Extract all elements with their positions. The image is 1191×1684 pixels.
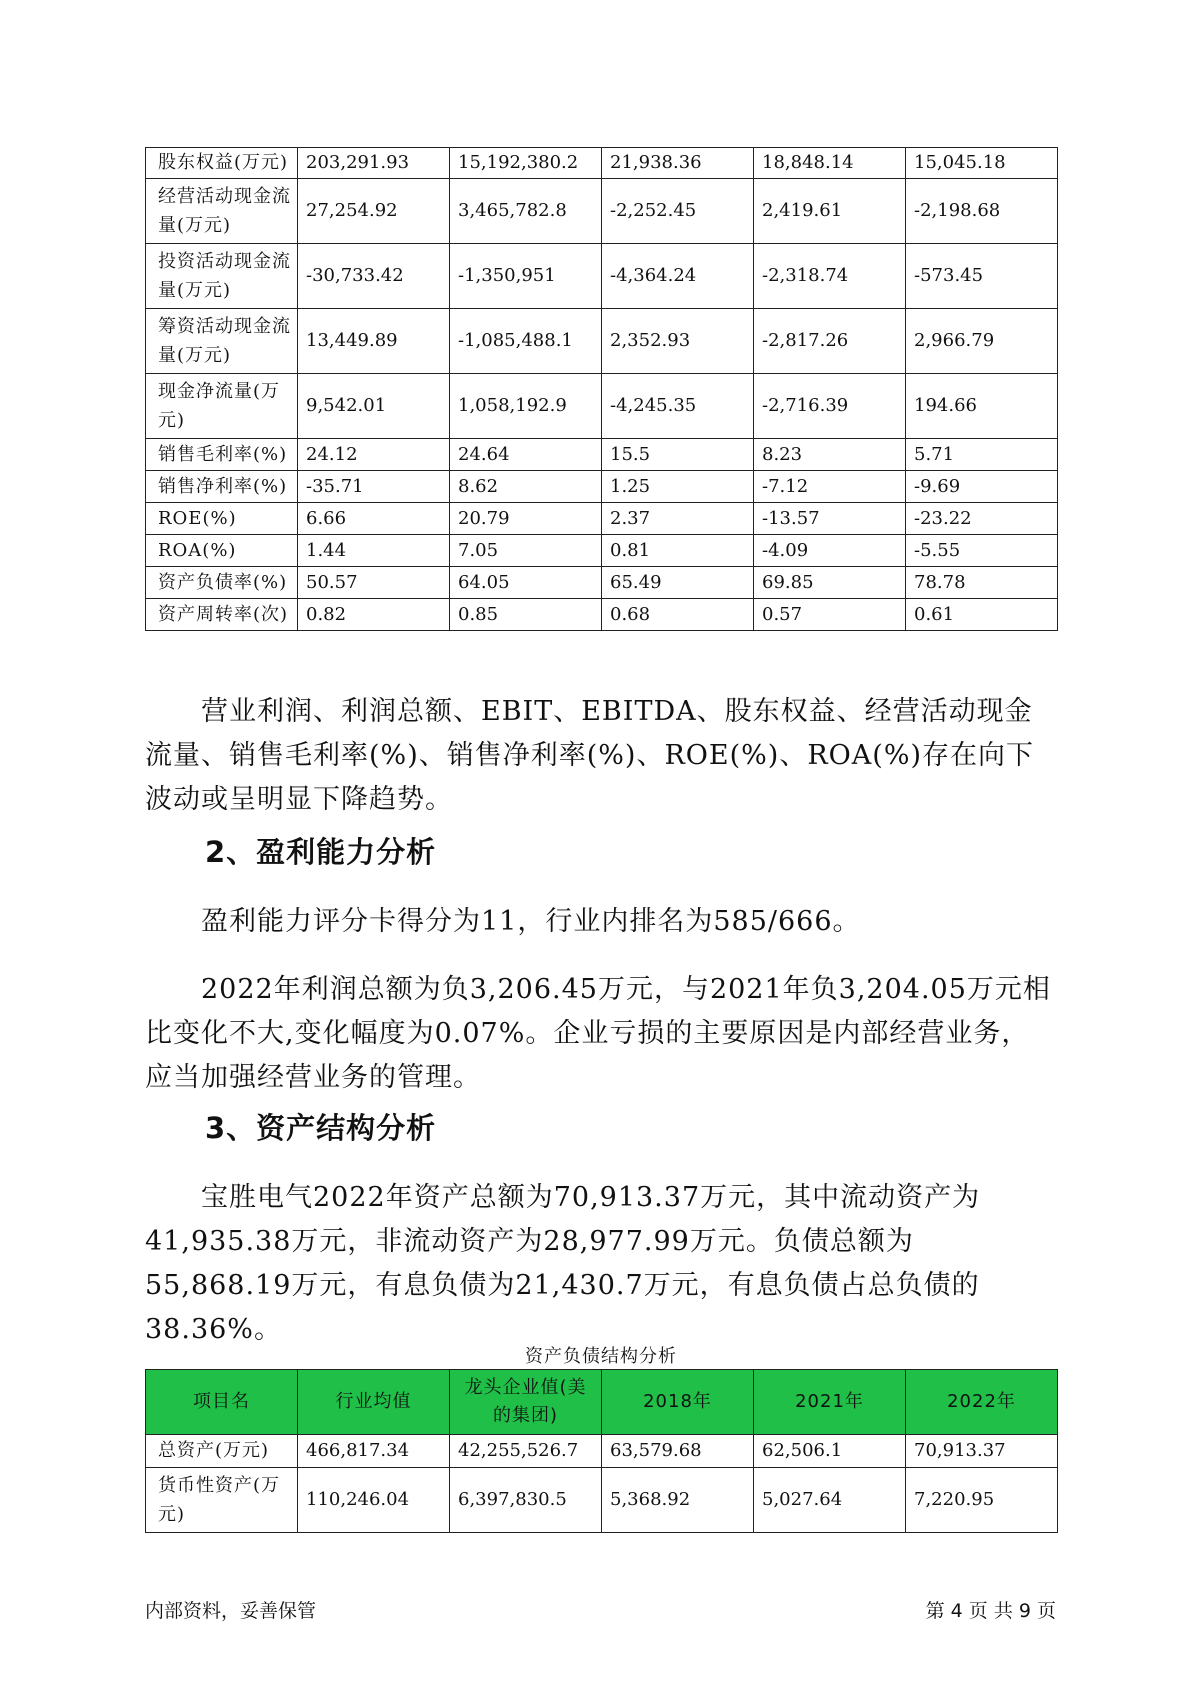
table-cell: -4.09 bbox=[754, 535, 906, 567]
table-cell: 7,220.95 bbox=[906, 1468, 1058, 1533]
table-cell: 2,352.93 bbox=[602, 309, 754, 374]
table-cell: 8.23 bbox=[754, 439, 906, 471]
asset-structure-paragraph: 宝胜电气2022年资产总额为70,913.37万元，其中流动资产为41,935.38万元，非流动资产为28,977.99万元。负债总额为55,868.19万元，有息负债为21,430.7万元，有息负债占总负债的38.36%。 bbox=[145, 1182, 981, 1345]
table-cell: 42,255,526.7 bbox=[450, 1435, 602, 1468]
table-cell: 63,579.68 bbox=[602, 1435, 754, 1468]
column-header: 龙头企业值(美的集团) bbox=[450, 1370, 602, 1435]
table-cell: 21,938.36 bbox=[602, 148, 754, 179]
table-cell: 1.25 bbox=[602, 471, 754, 503]
table-cell: 5,368.92 bbox=[602, 1468, 754, 1533]
table-cell: 1,058,192.9 bbox=[450, 374, 602, 439]
table-cell: -30,733.42 bbox=[298, 244, 450, 309]
table-cell: 2,966.79 bbox=[906, 309, 1058, 374]
table-row bbox=[146, 471, 1058, 503]
table-row bbox=[146, 374, 1058, 439]
table-cell: 0.85 bbox=[450, 599, 602, 631]
table-cell: -1,085,488.1 bbox=[450, 309, 602, 374]
table-cell: -35.71 bbox=[298, 471, 450, 503]
profitability-score-paragraph: 盈利能力评分卡得分为11，行业内排名为585/666。 bbox=[201, 906, 861, 937]
table-cell: 15,192,380.2 bbox=[450, 148, 602, 179]
table-cell: 18,848.14 bbox=[754, 148, 906, 179]
row-label: ROA(%) bbox=[146, 535, 298, 567]
table-row bbox=[146, 503, 1058, 535]
table-cell: 64.05 bbox=[450, 567, 602, 599]
table-cell: 65.49 bbox=[602, 567, 754, 599]
table-cell: 2,419.61 bbox=[754, 179, 906, 244]
table-cell: -2,252.45 bbox=[602, 179, 754, 244]
row-label: 货币性资产(万元) bbox=[146, 1468, 298, 1533]
financial-indicators-table bbox=[145, 147, 1058, 631]
column-header: 行业均值 bbox=[298, 1370, 450, 1435]
table-cell: 6,397,830.5 bbox=[450, 1468, 602, 1533]
row-label: 销售毛利率(%) bbox=[146, 439, 298, 471]
row-label: 总资产(万元) bbox=[146, 1435, 298, 1468]
table-cell: -2,198.68 bbox=[906, 179, 1058, 244]
table-cell: 15.5 bbox=[602, 439, 754, 471]
table-cell: 5,027.64 bbox=[754, 1468, 906, 1533]
column-header: 项目名 bbox=[146, 1370, 298, 1435]
table-row bbox=[146, 179, 1058, 244]
table-cell: 13,449.89 bbox=[298, 309, 450, 374]
table-cell: 3,465,782.8 bbox=[450, 179, 602, 244]
table-cell: 0.81 bbox=[602, 535, 754, 567]
table-cell: -7.12 bbox=[754, 471, 906, 503]
table-cell: 24.12 bbox=[298, 439, 450, 471]
table-cell: -1,350,951 bbox=[450, 244, 602, 309]
table-cell: -4,364.24 bbox=[602, 244, 754, 309]
table-header-row bbox=[146, 1370, 1058, 1435]
table-cell: 15,045.18 bbox=[906, 148, 1058, 179]
column-header: 2022年 bbox=[906, 1370, 1058, 1435]
row-label: 销售净利率(%) bbox=[146, 471, 298, 503]
column-header: 2018年 bbox=[602, 1370, 754, 1435]
table-cell: 0.61 bbox=[906, 599, 1058, 631]
row-label: 资产负债率(%) bbox=[146, 567, 298, 599]
table-cell: 69.85 bbox=[754, 567, 906, 599]
row-label: 投资活动现金流量(万元) bbox=[146, 244, 298, 309]
section-heading-asset-structure: 3、资产结构分析 bbox=[205, 1111, 437, 1145]
table-cell: 0.57 bbox=[754, 599, 906, 631]
row-label: 经营活动现金流量(万元) bbox=[146, 179, 298, 244]
table-cell: 2.37 bbox=[602, 503, 754, 535]
table-row bbox=[146, 244, 1058, 309]
column-header: 2021年 bbox=[754, 1370, 906, 1435]
table-cell: 8.62 bbox=[450, 471, 602, 503]
profit-change-paragraph: 2022年利润总额为负3,206.45万元，与2021年负3,204.05万元相比变化不大,变化幅度为0.07%。企业亏损的主要原因是内部经营业务，应当加强经营业务的管理。 bbox=[145, 974, 1051, 1093]
table-cell: 0.68 bbox=[602, 599, 754, 631]
row-label: 筹资活动现金流量(万元) bbox=[146, 309, 298, 374]
table-cell: 0.82 bbox=[298, 599, 450, 631]
table-cell: -2,318.74 bbox=[754, 244, 906, 309]
table-cell: -2,817.26 bbox=[754, 309, 906, 374]
table-cell: 1.44 bbox=[298, 535, 450, 567]
table-cell: 5.71 bbox=[906, 439, 1058, 471]
table-caption: 资产负债结构分析 bbox=[525, 1346, 677, 1367]
table-cell: -9.69 bbox=[906, 471, 1058, 503]
table-row bbox=[146, 535, 1058, 567]
asset-liability-structure-table bbox=[145, 1369, 1058, 1533]
table-cell: 62,506.1 bbox=[754, 1435, 906, 1468]
table-row bbox=[146, 567, 1058, 599]
table-cell: 78.78 bbox=[906, 567, 1058, 599]
table-row bbox=[146, 1468, 1058, 1533]
table-cell: 24.64 bbox=[450, 439, 602, 471]
table-row bbox=[146, 148, 1058, 179]
table-cell: -573.45 bbox=[906, 244, 1058, 309]
table-row bbox=[146, 599, 1058, 631]
table-cell: 27,254.92 bbox=[298, 179, 450, 244]
section-heading-profitability: 2、盈利能力分析 bbox=[205, 835, 437, 869]
table-cell: 9,542.01 bbox=[298, 374, 450, 439]
row-label: ROE(%) bbox=[146, 503, 298, 535]
table-cell: -5.55 bbox=[906, 535, 1058, 567]
table-cell: 194.66 bbox=[906, 374, 1058, 439]
table-cell: 7.05 bbox=[450, 535, 602, 567]
row-label: 股东权益(万元) bbox=[146, 148, 298, 179]
table-cell: 466,817.34 bbox=[298, 1435, 450, 1468]
table-row bbox=[146, 439, 1058, 471]
table-cell: 6.66 bbox=[298, 503, 450, 535]
table-row bbox=[146, 1435, 1058, 1468]
table-cell: 110,246.04 bbox=[298, 1468, 450, 1533]
row-label: 资产周转率(次) bbox=[146, 599, 298, 631]
row-label: 现金净流量(万元) bbox=[146, 374, 298, 439]
table-cell: 70,913.37 bbox=[906, 1435, 1058, 1468]
footer-page-number: 第 4 页 共 9 页 bbox=[925, 1600, 1056, 1622]
table-cell: 20.79 bbox=[450, 503, 602, 535]
table-cell: -13.57 bbox=[754, 503, 906, 535]
table-row bbox=[146, 309, 1058, 374]
table-cell: 50.57 bbox=[298, 567, 450, 599]
trend-summary-paragraph: 营业利润、利润总额、EBIT、EBITDA、股东权益、经营活动现金流量、销售毛利率(%)、销售净利率(%)、ROE(%)、ROA(%)存在向下波动或呈明显下降趋势。 bbox=[145, 696, 1035, 815]
table-cell: -4,245.35 bbox=[602, 374, 754, 439]
footer-confidential-note: 内部资料，妥善保管 bbox=[145, 1600, 317, 1622]
table-cell: -23.22 bbox=[906, 503, 1058, 535]
table-cell: -2,716.39 bbox=[754, 374, 906, 439]
table-cell: 203,291.93 bbox=[298, 148, 450, 179]
